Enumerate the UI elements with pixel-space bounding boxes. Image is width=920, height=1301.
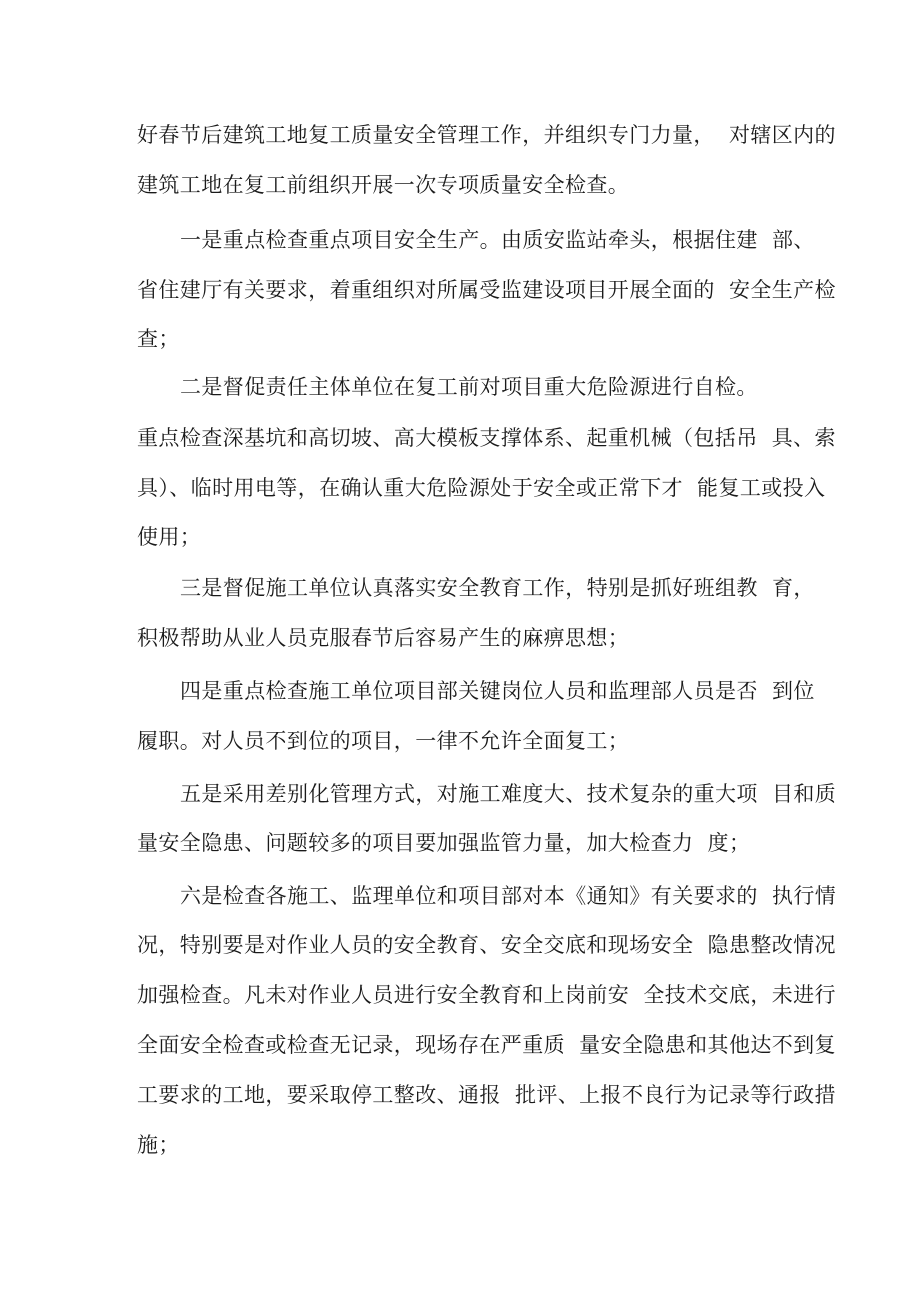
paragraph-line: 量安全隐患、问题较多的项目要加强监管力量，加大检查力 度； xyxy=(137,831,751,855)
paragraph-line: 好春节后建筑工地复工质量安全管理工作，并组织专门力量， 对辖区内的 xyxy=(137,123,836,147)
paragraph-line: 积极帮助从业人员克服春节后容易产生的麻痹思想； xyxy=(137,626,630,650)
paragraph-line: 建筑工地在复工前组织开展一次专项质量安全检查。 xyxy=(137,173,630,197)
paragraph-line: 五是采用差别化管理方式，对施工难度大、技术复杂的重大项 目和质 xyxy=(180,782,837,806)
paragraph-line: 三是督促施工单位认真落实安全教育工作，特别是抓好班组教 育， xyxy=(180,576,815,600)
paragraph-line: 使用； xyxy=(137,525,202,549)
paragraph-line: 四是重点检查施工单位项目部关键岗位人员和监理部人员是否 到位 xyxy=(180,679,815,703)
paragraph-line: 工要求的工地，要采取停工整改、通报 批评、上报不良行为记录等行政措 xyxy=(137,1083,836,1107)
paragraph-line: 施； xyxy=(137,1133,180,1157)
paragraph-line: 一是重点检查重点项目安全生产。由质安监站牵头，根据住建 部、 xyxy=(180,228,815,252)
paragraph-line: 六是检查各施工、监理单位和项目部对本《通知》有关要求的 执行情 xyxy=(180,884,837,908)
paragraph-line: 具）、临时用电等，在确认重大危险源处于安全或正常下才 能复工或投入 xyxy=(137,476,826,500)
paragraph-line: 二是督促责任主体单位在复工前对项目重大危险源进行自检。 xyxy=(180,375,758,399)
paragraph-line: 况，特别要是对作业人员的安全教育、安全交底和现场安全 隐患整改情况 xyxy=(137,933,836,957)
paragraph-line: 全面安全检查或检查无记录，现场存在严重质 量安全隐患和其他达不到复 xyxy=(137,1033,836,1057)
paragraph-line: 查； xyxy=(137,327,180,351)
paragraph-line: 加强检查。凡未对作业人员进行安全教育和上岗前安 全技术交底，未进行 xyxy=(137,983,836,1007)
paragraph-line: 重点检查深基坑和高切坡、高大模板支撑体系、起重机械（包括吊 具、索 xyxy=(137,426,836,450)
paragraph-line: 履职。对人员不到位的项目，一律不允许全面复工； xyxy=(137,729,630,753)
paragraph-line: 省住建厅有关要求，着重组织对所属受监建设项目开展全面的 安全生产检 xyxy=(137,278,836,302)
